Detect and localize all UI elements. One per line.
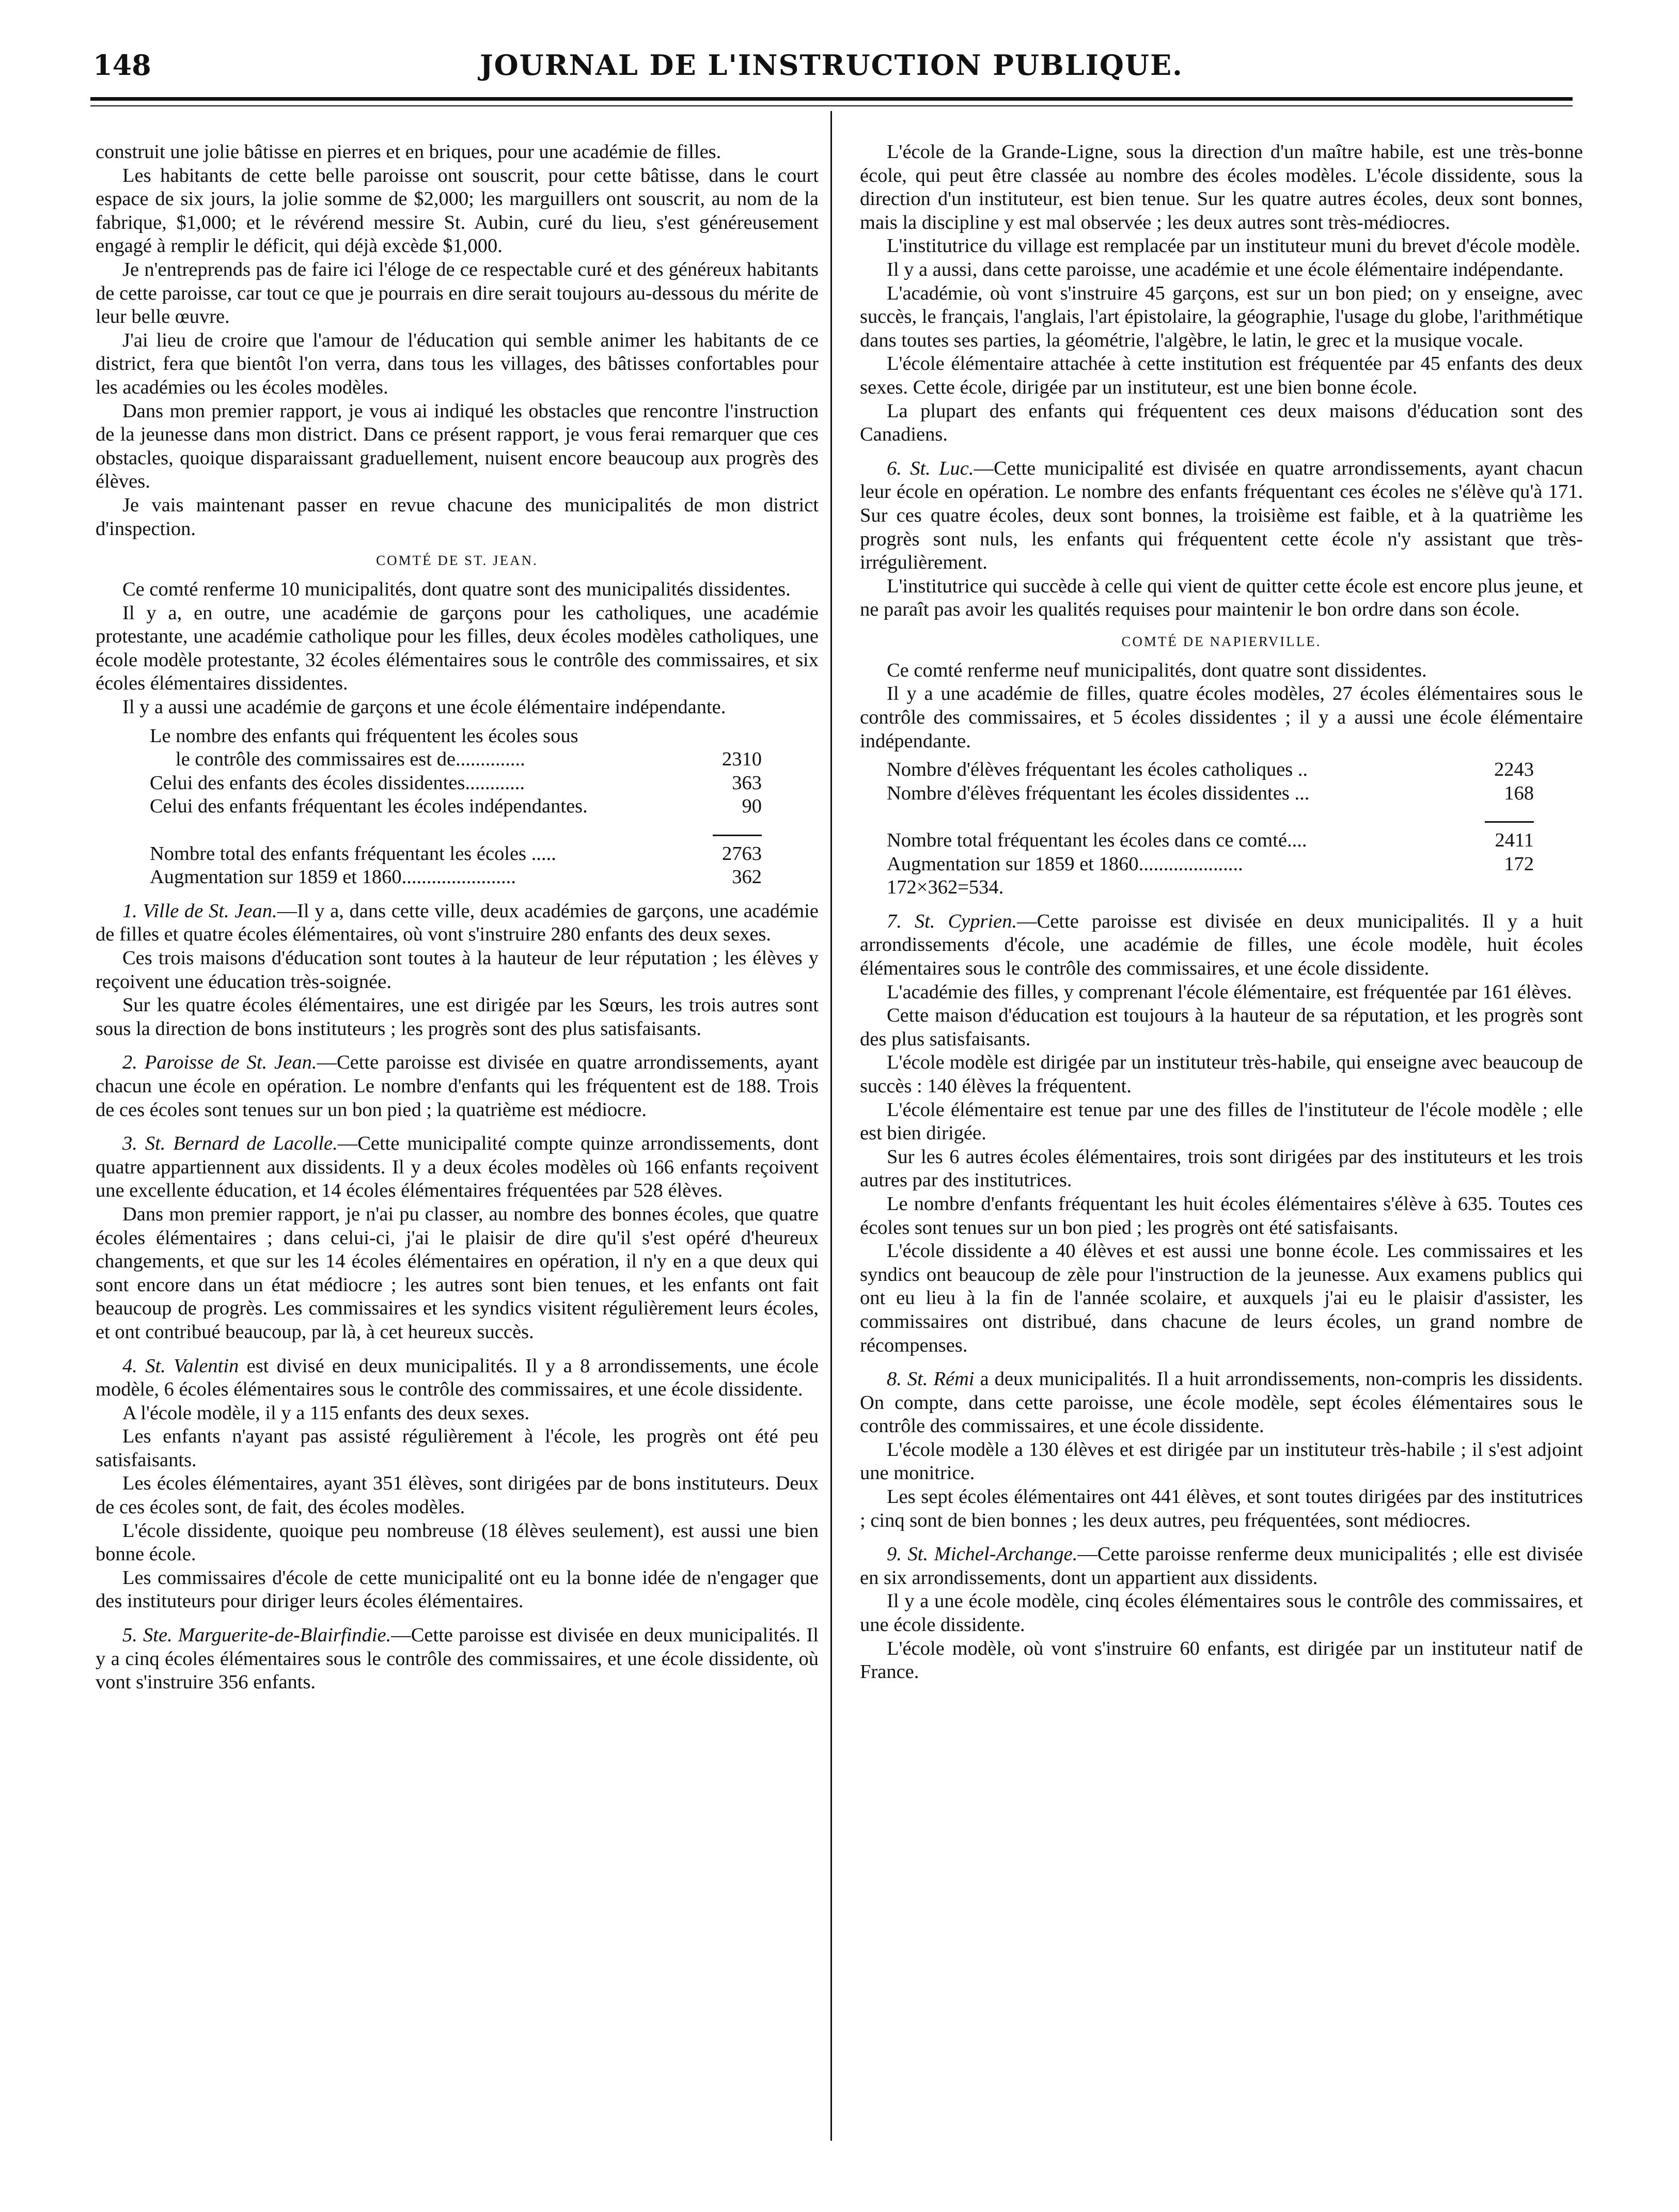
entry-title: 9. St. Michel-Archange. (887, 1543, 1078, 1565)
section-heading: COMTÉ DE NAPIERVILLE. (1121, 633, 1322, 649)
entry-title: 7. St. Cyprien. (887, 910, 1017, 932)
statistics-table (860, 758, 1583, 900)
entry-text: —Il y a, dans cette ville, deux académies de garçons, une académie de filles et quatre écoles élémentaires, où vont s'instruire 280 enfants des deux sexes. (96, 900, 819, 946)
stats-label: Augmentation sur 1859 et 1860....................... (150, 866, 516, 888)
paragraph: L'académie des filles, y comprenant l'école élémentaire, est fréquentée par 161 élèves. (887, 981, 1572, 1003)
stats-label: Nombre d'élèves fréquentant les écoles dissidentes ... (887, 782, 1310, 804)
stats-value: 2243 (1494, 759, 1534, 781)
stats-row (150, 772, 762, 795)
right-column (860, 140, 1583, 1684)
paragraph: Les enfants n'ayant pas assisté régulièrement à l'école, les progrès ont été peu satisfaisants. (96, 1425, 819, 1471)
entry-paragraph (96, 1355, 819, 1402)
stats-row (887, 782, 1534, 806)
entry-title: 6. St. Luc. (887, 457, 974, 479)
stats-label: Le nombre des enfants qui fréquentent les écoles sous (150, 725, 578, 747)
stats-label: Nombre d'élèves fréquentant les écoles catholiques .. (887, 759, 1308, 781)
paragraph: Il y a une académie de filles, quatre écoles modèles, 27 écoles élémentaires sous le contrôle des commissaires, et 5 écoles dissidentes ; il y a aussi une école élémentaire indépendante. (860, 683, 1583, 752)
stats-row (150, 842, 762, 866)
paragraph: Les habitants de cette belle paroisse ont souscrit, pour cette bâtisse, dans le court espace de six jours, la jolie somme de $2,000; les marguillers ont souscrit, au nom de la fabrique, $1,000; et le révérend messire St. Aubin, curé du lieu, s'est généreusement engagé à remplir le déficit, qui déjà excède $1,000. (96, 164, 819, 257)
paragraph: L'institutrice qui succède à celle qui vient de quitter cette école est encore plus jeune, et ne paraît pas avoir les qualités requises pour maintenir le bon ordre dans son école. (860, 575, 1583, 621)
stats-label: 172×362=534. (887, 876, 1004, 899)
journal-title: JOURNAL DE L'INSTRUCTION PUBLIQUE. (480, 49, 1183, 82)
stats-value: 2411 (1495, 829, 1534, 852)
paragraph: A l'école modèle, il y a 115 enfants des deux sexes. (122, 1402, 530, 1424)
paragraph: L'école dissidente, quoique peu nombreuse (18 élèves seulement), est aussi une bien bonne école. (96, 1519, 819, 1565)
entry-title: 3. St. Bernard de Lacolle. (122, 1133, 338, 1155)
paragraph: L'école élémentaire attachée à cette institution est fréquentée par 45 enfants des deux sexes. Cette école, dirigée par un instituteur, est une bien bonne école. (860, 353, 1583, 398)
header-rule-thick (90, 97, 1573, 101)
entry-text: —Cette paroisse est divisée en deux municipalités. Il y a huit arrondissements d'école, une académie de filles, une école modèle, huit écoles élémentaires sous le contrôle des commissaires, et une école dissidente. (860, 910, 1583, 979)
paragraph: L'école dissidente a 40 élèves et est aussi une bonne école. Les commissaires et les syndics ont beaucoup de zèle pour l'instruction de la jeunesse. Aux examens publics qui ont eu lieu à la fin de l'année scolaire, et auxquels j'ai eu le plaisir d'assister, les commissaires ont distribué, dans chacune de leurs écoles, un grand nombre de récompenses. (860, 1240, 1583, 1356)
stats-row (150, 866, 762, 889)
entry-title: 1. Ville de St. Jean. (122, 900, 277, 922)
stats-label: Celui des enfants fréquentant les écoles indépendantes. (150, 795, 588, 818)
paragraph: Les sept écoles élémentaires ont 441 élèves, et sont toutes dirigées par des institutrices ; cinq sont de bien bonnes ; les deux autres, peu fréquentées, sont médiocres. (860, 1486, 1583, 1531)
paragraph: Les écoles élémentaires, ayant 351 élèves, sont dirigées par de bons instituteurs. Deux de ces écoles sont, de fait, des écoles modèles. (96, 1472, 819, 1518)
stats-row (887, 829, 1534, 853)
stats-value: 362 (732, 866, 762, 888)
entry-text: —Cette paroisse est divisée en quatre arrondissements, ayant chacun une école en opération. Le nombre d'enfants qui les fréquentent est de 188. Trois de ces écoles sont tenues sur un bon pied ; la quatrième est médiocre. (96, 1052, 819, 1121)
entry-text: —Cette municipalité est divisée en quatre arrondissements, ayant chacun leur école en opération. Le nombre des enfants fréquentant ces écoles ne s'élève qu'à 171. Sur ces quatre écoles, deux sont bonnes, la troisième est faible, et à la quatrième les progrès sont nuls, les enfants qui fréquentent cette école n'y assistant que très-irrégulièrement. (860, 457, 1583, 574)
paragraph: construit une jolie bâtisse en pierres et en briques, pour une académie de filles. (96, 141, 721, 163)
stats-value: 172 (1504, 853, 1534, 875)
paragraph: Dans mon premier rapport, je n'ai pu classer, au nombre des bonnes écoles, que quatre écoles élémentaires ; dans celui-ci, j'ai le plaisir de dire qu'il s'est opéré d'heureux changements, et que sur les 14 écoles élémentaires en opération, il n'y en a que deux qui sont encore dans un état médiocre ; les autres sont bien tenues, et les enfants ont fait beaucoup de progrès. Les commissaires et les syndics visitent régulièrement leurs écoles, et ont contribué beaucoup, par là, à cet heureux succès. (96, 1203, 819, 1343)
paragraph: Sur les 6 autres écoles élémentaires, trois sont dirigées par des instituteurs et les trois autres par des institutrices. (860, 1146, 1583, 1191)
entry-text: —Cette municipalité compte quinze arrondissements, dont quatre appartiennent aux dissidents. Il y a deux écoles modèles où 166 enfants reçoivent une excellente éducation, et 14 écoles élémentaires fréquentées par 528 élèves. (96, 1133, 819, 1202)
entry-paragraph (96, 1051, 819, 1122)
stats-row (887, 853, 1534, 876)
entry-paragraph (96, 1624, 819, 1695)
paragraph: Il y a aussi, dans cette paroisse, une académie et une école élémentaire indépendante. (887, 258, 1564, 280)
stats-row (150, 795, 762, 819)
entry-paragraph (96, 1132, 819, 1203)
page-number: 148 (93, 49, 151, 82)
paragraph: Ce comté renferme neuf municipalités, dont quatre sont dissidentes. (887, 659, 1427, 681)
entry-paragraph (860, 1543, 1583, 1590)
stats-row (150, 748, 762, 772)
header-rule-thin (90, 105, 1573, 106)
entry-text: —Cette paroisse renferme deux municipalités ; elle est divisée en six arrondissements, dont un appartient aux dissidents. (860, 1543, 1583, 1589)
paragraph: Dans mon premier rapport, je vous ai indiqué les obstacles que rencontre l'instruction de la jeunesse dans mon district. Dans ce présent rapport, je vous ferai remarquer que ces obstacles, quoique disparaissant graduellement, nuisent encore beaucoup aux progrès des élèves. (96, 400, 819, 493)
paragraph: Je vais maintenant passer en revue chacune des municipalités de mon district d'inspection. (96, 494, 819, 540)
paragraph: Je n'entreprends pas de faire ici l'éloge de ce respectable curé et des généreux habitants de cette paroisse, car tout ce que je pourrais en dire serait toujours au-dessous du mérite de leur belle œuvre. (96, 258, 819, 328)
stats-total-rule (887, 805, 1534, 829)
paragraph: Les commissaires d'école de cette municipalité ont eu la bonne idée de n'engager que des instituteurs pour diriger leurs écoles élémentaires. (96, 1566, 819, 1612)
entry-paragraph (860, 1368, 1583, 1438)
paragraph: L'académie, où vont s'instruire 45 garçons, est sur un bon pied; on y enseigne, avec succès, le français, l'anglais, l'art épistolaire, la géographie, l'usage du globe, l'arithmétique dans toutes ses parties, la géométrie, l'algèbre, le latin, le grec et la musique vocale. (860, 282, 1583, 351)
entry-text: est divisé en deux municipalités. Il y a 8 arrondissements, une école modèle, 6 écoles élémentaires sous le contrôle des commissaires, et une école dissidente. (96, 1355, 819, 1401)
entry-title: 2. Paroisse de St. Jean. (122, 1052, 317, 1074)
entry-title: 4. St. Valentin (122, 1355, 239, 1377)
paragraph: L'institutrice du village est remplacée par un instituteur muni du brevet d'école modèle. (887, 235, 1580, 257)
section-heading: COMTÉ DE ST. JEAN. (376, 553, 538, 569)
paragraph: Sur les quatre écoles élémentaires, une est dirigée par les Sœurs, les trois autres sont sous la direction de bons instituteurs ; les progrès sont des plus satisfaisants. (96, 994, 819, 1040)
stats-value: 2763 (722, 842, 762, 865)
statistics-table (96, 725, 819, 889)
column-divider (830, 111, 832, 2141)
stats-row (150, 725, 762, 748)
stats-value: 2310 (722, 748, 762, 771)
stats-label: Nombre total des enfants fréquentant les écoles ..... (150, 842, 556, 865)
paragraph: L'école modèle, où vont s'instruire 60 enfants, est dirigée par un instituteur natif de France. (860, 1637, 1583, 1683)
paragraph: L'école de la Grande-Ligne, sous la direction d'un maître habile, est une très-bonne école, qui peut être classée au nombre des écoles modèles. L'école dissidente, sous la direction d'un instituteur, est bien tenue. Sur les quatre autres écoles, deux sont bonnes, mais la discipline y est mal observée ; les deux autres sont très-médiocres. (860, 141, 1583, 233)
page-header (93, 45, 1570, 87)
entry-text: a deux municipalités. Il a huit arrondissements, non-compris les dissidents. On compte, dans cette paroisse, une école modèle, sept écoles élémentaires sous le contrôle des commissaires, et une école dissidente. (860, 1368, 1583, 1437)
entry-paragraph (96, 900, 819, 947)
paragraph: L'école modèle est dirigée par un instituteur très-habile, qui enseigne avec beaucoup de succès : 140 élèves la fréquentent. (860, 1052, 1583, 1097)
stats-label: le contrôle des commissaires est de.............. (176, 748, 525, 771)
entry-title: 8. St. Rémi (887, 1368, 975, 1390)
paragraph: Il y a aussi une académie de garçons et une école élémentaire indépendante. (122, 696, 726, 718)
paragraph: L'école élémentaire est tenue par une des filles de l'instituteur de l'école modèle ; elle est bien dirigée. (860, 1099, 1583, 1144)
left-column (96, 140, 819, 1695)
entry-title: 5. Ste. Marguerite-de-Blairfindie. (122, 1624, 391, 1646)
paragraph: Cette maison d'éducation est toujours à la hauteur de sa réputation, et les progrès sont des plus satisfaisants. (860, 1005, 1583, 1050)
stats-total-rule (150, 819, 762, 842)
stats-row (887, 876, 1534, 900)
paragraph: Il y a une école modèle, cinq écoles élémentaires sous le contrôle des commissaires, et une école dissidente. (860, 1590, 1583, 1636)
paragraph: Le nombre d'enfants fréquentant les huit écoles élémentaires s'élève à 635. Toutes ces écoles sont tenues sur un bon pied ; les progrès ont été satisfaisants. (860, 1193, 1583, 1238)
paragraph: Ce comté renferme 10 municipalités, dont quatre sont des municipalités dissidentes. (122, 578, 791, 601)
paragraph: Il y a, en outre, une académie de garçons pour les catholiques, une académie protestante, une académie catholique pour les filles, deux écoles modèles catholiques, une école modèle protestante, 32 écoles élémentaires sous le contrôle des commissaires, et six écoles élémentaires dissidentes. (96, 602, 819, 695)
entry-text: —Cette paroisse est divisée en deux municipalités. Il y a cinq écoles élémentaires sous le contrôle des commissaires, et une école dissidente, où vont s'instruire 356 enfants. (96, 1624, 819, 1693)
stats-label: Celui des enfants des écoles dissidentes............ (150, 772, 525, 794)
stats-value: 168 (1504, 782, 1534, 804)
entry-paragraph (860, 910, 1583, 981)
stats-row (887, 758, 1534, 782)
paragraph: J'ai lieu de croire que l'amour de l'éducation qui semble animer les habitants de ce district, fera que bientôt l'on verra, dans tous les villages, des bâtisses confortables pour les académies ou les écoles modèles. (96, 329, 819, 398)
stats-label: Nombre total fréquentant les écoles dans ce comté.... (887, 829, 1307, 852)
paragraph: L'école modèle a 130 élèves et est dirigée par un instituteur très-habile ; il s'est adjoint une monitrice. (860, 1438, 1583, 1484)
entry-paragraph (860, 457, 1583, 575)
stats-value: 363 (732, 772, 762, 794)
stats-label: Augmentation sur 1859 et 1860..................... (887, 853, 1243, 875)
stats-value: 90 (742, 795, 762, 818)
paragraph: Ces trois maisons d'éducation sont toutes à la hauteur de leur réputation ; les élèves y reçoivent une éducation très-soignée. (96, 947, 819, 993)
paragraph: La plupart des enfants qui fréquentent ces deux maisons d'éducation sont des Canadiens. (860, 400, 1583, 446)
